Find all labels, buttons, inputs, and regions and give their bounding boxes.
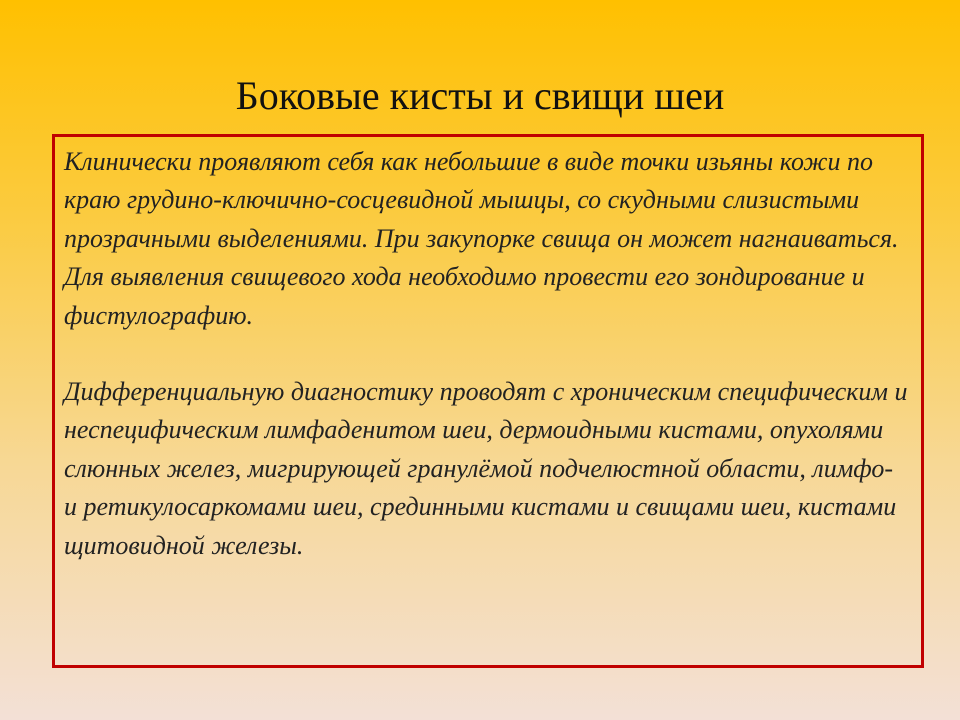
paragraph-spacer (64, 335, 909, 373)
slide-title: Боковые кисты и свищи шеи (235, 73, 725, 118)
paragraph-differential-diagnosis: Дифференциальную диагностику проводят с хроническим специфическим и неспецифическим лимфаденитом шеи, дермоидными кистами, опухолями слюнных желез, мигрирующей гранулёмой подчелюстной области, лимфо- и ретикулосаркомами шеи, срединными кистами и свищами шеи, кистами щитовидной железы. (64, 377, 908, 560)
paragraph-clinical-presentation: Клинически проявляют себя как небольшие в виде точки изьяны кожи по краю грудино-ключично-сосцевидной мышцы, со скудными слизистыми прозрачными выделениями. При закупорке свища он может нагнаиваться. Для выявления свищевого хода необходимо провести его зондирование и фистулографию. (64, 147, 899, 330)
content-box (52, 134, 924, 668)
